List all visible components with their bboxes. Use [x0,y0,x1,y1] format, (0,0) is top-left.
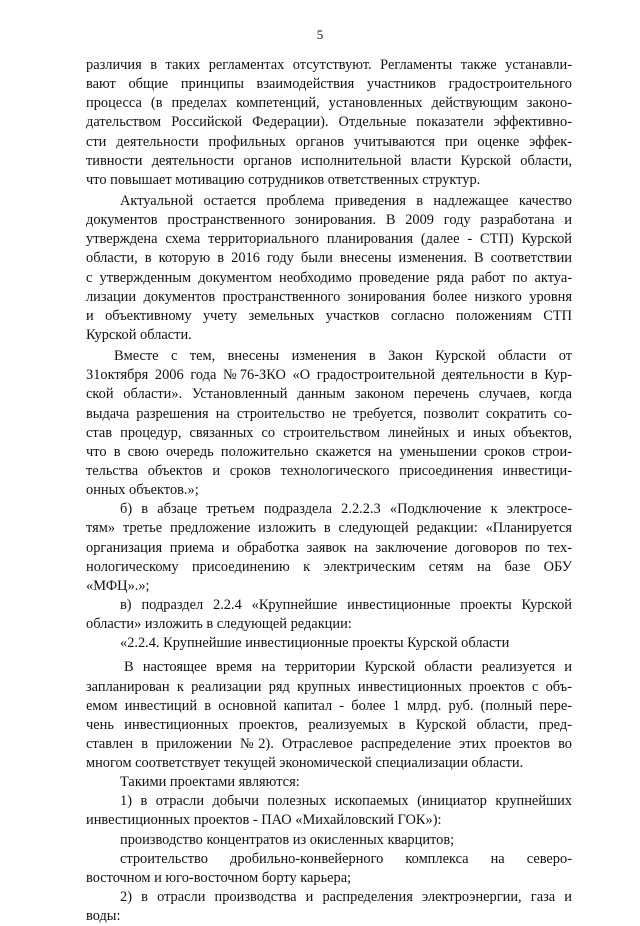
text-line: с утвержденным документом необходимо проведение ряда работ по актуа- [86,269,572,286]
text-line: что в свою очередь положительно скажется на уменьшении сроков строи- [86,443,572,460]
text-line: Актуальной остается проблема приведения в надлежащее качество [120,192,572,209]
text-line: В настоящее время на территории Курской области реализуется и [124,659,572,676]
text-line: ставлен в приложении №2). Отраслевое распределение этих проектов во [86,735,572,752]
text-line: воды: [86,908,121,925]
text-line: запланирован к реализации ряд крупных инвестиционных проектов с объ- [86,678,572,695]
text-line: ской области». Установленный данным законом перечень случаев, когда [86,386,572,403]
text-line: сти деятельности профильных органов учитываются при оценке эффек- [86,133,572,150]
text-line: «2.2.4. Крупнейшие инвестиционные проекты Курской области [120,635,510,652]
text-line: вают общие принципы взаимодействия участников градостроительного [86,76,572,93]
text-line: б) в абзаце третьем подраздела 2.2.2.3 «Подключение к электросе- [120,501,572,518]
text-line: став процедур, связанных со строительством линейных и иных объектов, [86,424,572,441]
text-line: нологическому присоединению к электрическим сетям на базе ОБУ [86,558,572,575]
text-line: организация приема и обработка заявок на заключение договоров по тех- [86,539,572,556]
text-line: области» изложить в следующей редакции: [86,616,352,633]
text-line: инвестиционных проектов - ПАО «Михайловский ГОК»): [86,812,442,829]
text-line: 31октября 2006 года №76-ЗКО «О градостроительной деятельности в Кур- [86,367,572,384]
text-line: выдача разрешения на строительство не требуется, позволит сократить со- [86,405,572,422]
document-text [86,56,572,926]
text-line: и объективному учету земельных участков согласно положениям СТП [86,307,572,324]
text-line: в) подраздел 2.2.4 «Крупнейшие инвестиционные проекты Курской [120,596,572,613]
text-line: производство концентратов из окисленных кварцитов; [120,831,455,848]
text-line: утверждена схема территориального планирования (далее - СТП) Курской [86,231,572,248]
page-number: 5 [316,27,324,42]
text-line: лизации документов пространственного зонирования более низкого уровня [86,288,572,305]
text-line: дательством Российской Федерации). Отдельные показатели эффективно- [86,114,572,131]
text-line: чень инвестиционных проектов, реализуемых в Курской области, пред- [86,716,572,733]
text-line: документов пространственного зонирования. В 2009 году разработана и [86,212,572,229]
text-line: Курской области. [86,326,192,343]
text-line: области, в которую в 2016 году были внесены изменения. В соответствии [86,250,572,267]
text-line: емом инвестиций в основной капитал - более 1 млрд. руб. (полный пере- [86,697,572,714]
text-line: Вместе с тем, внесены изменения в Закон Курской области от [114,348,572,365]
text-line: 2) в отрасли производства и распределения электроэнергии, газа и [120,889,572,906]
text-line: тивности деятельности органов исполнительной власти Курской области, [86,152,572,169]
text-line: тельства объектов и сроков технологического присоединения инвестици- [86,462,572,479]
text-line: различия в таких регламентах отсутствуют. Регламенты также устанавли- [86,57,572,73]
text-line: что повышает мотивацию сотрудников ответственных структур. [86,171,481,188]
text-line: тям» третье предложение изложить в следующей редакции: «Планируется [86,520,572,537]
text-line: восточном и юго-восточном борту карьера; [86,869,352,886]
text-line: процесса (в пределах компетенций, установленных действующим законо- [86,95,572,112]
text-line: онных объектов.»; [86,482,199,499]
text-line: многом соответствует текущей экономической специализации области. [86,755,524,772]
text-line: строительство дробильно-конвейерного комплекса на северо- [120,850,572,867]
text-line: «МФЦ».»; [86,577,150,594]
text-line: 1) в отрасли добычи полезных ископаемых (инициатор крупнейших [120,793,572,810]
text-line: Такими проектами являются: [120,774,300,791]
